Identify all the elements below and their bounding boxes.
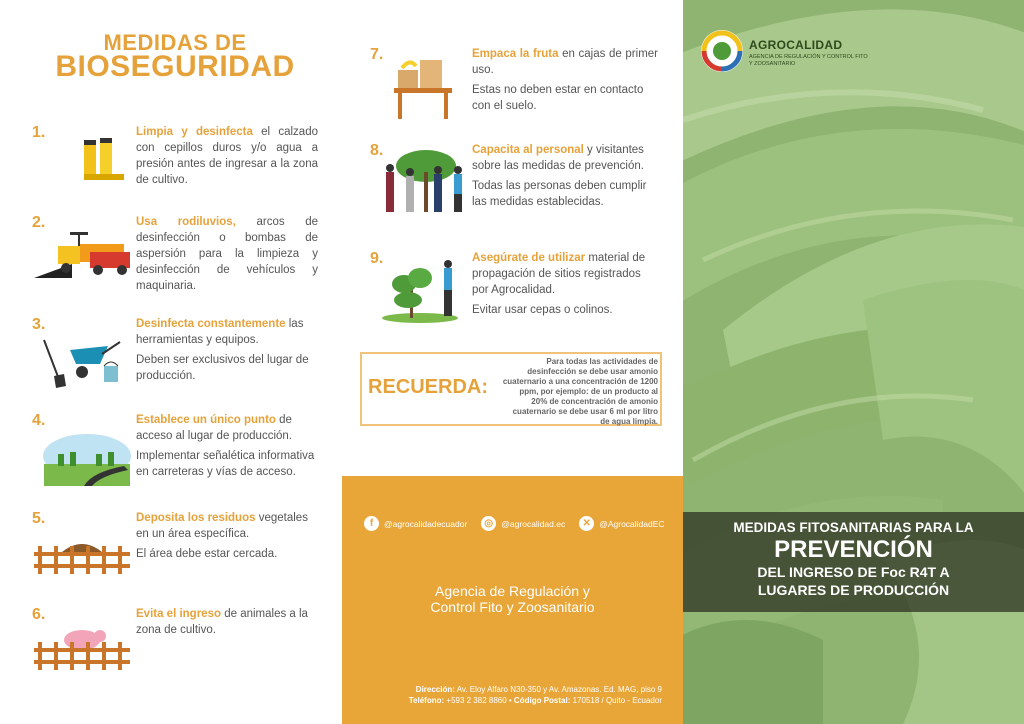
step-body: y visitantes sobre las medidas de prevención. (472, 144, 644, 172)
agency-name (342, 583, 683, 615)
postal-label: Código Postal: (513, 696, 571, 705)
step-body: en cajas de primer uso. (472, 48, 658, 76)
step-text (136, 412, 322, 484)
recuerda-box (360, 352, 662, 426)
address-label: Dirección: (415, 685, 455, 694)
step-highlight: Desinfecta constantemente (136, 318, 286, 330)
step-number: 1. (32, 124, 46, 141)
recuerda-label: RECUERDA: (368, 376, 488, 398)
logo-subtitle: AGENCIA DE REGULACIÓN Y CONTROL FITO Y ZOOSANITARIO (749, 54, 868, 67)
step-highlight: Empaca la fruta (472, 48, 559, 60)
step-text (136, 510, 322, 566)
step-4 (32, 412, 322, 492)
step-5 (32, 510, 322, 580)
step-number: 5. (32, 510, 46, 527)
postal-value: 170518 / Quito - Ecuador (570, 696, 662, 705)
instagram-icon: ◎ (481, 516, 496, 531)
social-handle: @agrocalidadecuador (384, 518, 468, 529)
step-body: de acceso al lugar de producción. (136, 414, 292, 442)
step-text (136, 606, 322, 638)
step-text (472, 250, 658, 322)
social-links (364, 516, 665, 531)
cover-title-banner (683, 512, 1024, 612)
social-instagram[interactable] (481, 516, 565, 531)
step-body: vegetales en un área específica. (136, 512, 308, 540)
step-highlight: Usa rodiluvios, (136, 216, 236, 228)
cover-title-line-4: LUGARES DE PRODUCCIÓN (757, 582, 950, 598)
pig-fence-icon (32, 622, 132, 672)
training-people-icon (380, 148, 472, 218)
contact-panel (342, 476, 683, 724)
title-bioseguridad: BIOSEGURIDAD (55, 50, 295, 83)
step-body: material de propagación de sitios registrados por Agrocalidad. (472, 252, 646, 296)
facebook-icon: f (364, 516, 379, 531)
phone-label: Teléfono: (408, 696, 445, 705)
step-6 (32, 606, 322, 676)
boots-icon (56, 134, 136, 184)
banana-photo (683, 0, 1024, 724)
agency-line-1: Agencia de Regulación y (435, 583, 590, 599)
step-number: 8. (370, 142, 384, 159)
step-extra: Implementar señalética informativa en carreteras y vías de acceso. (136, 450, 315, 478)
recuerda-text: Para todas las actividades de desinfección se debe usar amonio cuaternario a una concentración de 1200 ppm, por ejemplo: de un producto al 20% de concentración de amonio cuaternario se debe usar 6 ml por litro de agua limpia. (502, 357, 658, 426)
social-handle: @agrocalidad.ec (501, 518, 566, 529)
step-number: 3. (32, 316, 46, 333)
cover-title-line-3: DEL INGRESO DE Foc R4T A (757, 564, 950, 580)
step-9 (370, 250, 660, 330)
step-body: el calzado con cepillos duros y/o agua a presión antes de ingresar a la zona de cultivo. (136, 126, 318, 186)
fenced-waste-icon (32, 530, 132, 576)
step-number: 4. (32, 412, 46, 429)
disinfection-truck-icon (32, 224, 136, 284)
step-text (136, 316, 322, 388)
step-text (472, 46, 658, 118)
step-number: 2. (32, 214, 46, 231)
step-7 (370, 46, 660, 126)
step-text (472, 142, 658, 214)
social-x[interactable] (579, 516, 664, 531)
agrocalidad-logo-icon (699, 28, 745, 74)
agency-line-2: Control Fito y Zoosanitario (430, 599, 595, 615)
step-extra: El área debe estar cercada. (136, 548, 278, 560)
tools-wheelbarrow-icon (38, 336, 130, 392)
step-number: 6. (32, 606, 46, 623)
planting-icon (380, 256, 472, 326)
step-extra: Todas las personas deben cumplir las medidas establecidas. (472, 180, 647, 208)
step-extra: Estas no deben estar en contacto con el suelo. (472, 84, 644, 112)
step-highlight: Limpia y desinfecta (136, 126, 253, 138)
cover-title-line-1: MEDIDAS FITOSANITARIAS PARA LA (733, 520, 974, 535)
single-access-road-icon (40, 432, 134, 492)
step-extra: Evitar usar cepas o colinos. (472, 304, 613, 316)
step-highlight: Asegúrate de utilizar (472, 252, 586, 264)
title-medidas-de: MEDIDAS DE (103, 30, 247, 55)
social-handle: @AgrocalidadEC (599, 518, 665, 529)
step-highlight: Capacita al personal (472, 144, 584, 156)
step-text (136, 124, 318, 188)
cover-panel (683, 0, 1024, 724)
step-highlight: Deposita los residuos (136, 512, 256, 524)
step-8 (370, 142, 660, 222)
step-number: 7. (370, 46, 384, 63)
step-3 (32, 316, 322, 396)
step-body: de animales a la zona de cultivo. (136, 608, 308, 636)
step-text (136, 214, 318, 294)
social-facebook[interactable] (364, 516, 467, 531)
logo-brand: AGROCALIDAD (749, 38, 843, 52)
phone-value: +593 2 382 8860 • (444, 696, 514, 705)
step-1 (32, 124, 322, 194)
address-block (362, 684, 662, 706)
step-body: las herramientas y equipos. (136, 318, 304, 346)
agrocalidad-logo (699, 28, 869, 80)
fruit-boxes-icon (390, 52, 456, 122)
step-2 (32, 214, 322, 294)
left-column (0, 0, 340, 724)
step-number: 9. (370, 250, 384, 267)
x-icon: ✕ (579, 516, 594, 531)
cover-title-line-2: PREVENCIÓN (774, 536, 933, 563)
step-extra: Deben ser exclusivos del lugar de producción. (136, 354, 309, 382)
address-value: Av. Eloy Alfaro N30-350 y Av. Amazonas. Ed. MAG, piso 9 (454, 685, 662, 694)
step-highlight: Evita el ingreso (136, 608, 222, 620)
step-highlight: Establece un único punto (136, 414, 276, 426)
step-body: arcos de desinfección o bombas de aspersión para la limpieza y desinfección de vehículos y maquinaria. (136, 216, 318, 292)
